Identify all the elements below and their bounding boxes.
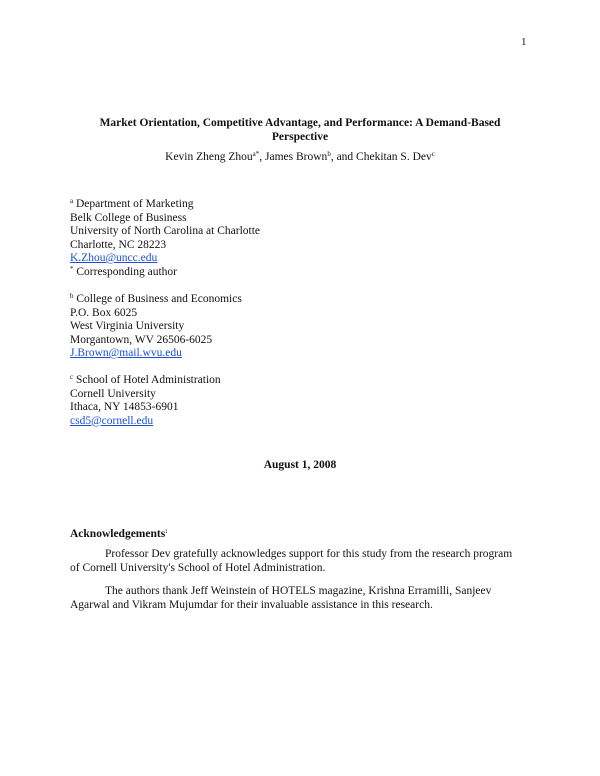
corresponding-marker: * [70,264,74,273]
email-link-dev[interactable]: csd5@cornell.edu [70,414,154,427]
author-list [60,151,540,165]
affiliation-line: School of Hotel Administration [75,374,221,386]
paragraph-line: The authors thank Jeff Weinstein of HOTELS magazine, Krishna Erramilli, Sanjeev [105,585,492,597]
title-line-1: Market Orientation, Competitive Advantage, and Performance: A Demand-Based [99,117,501,129]
affiliation-line: Belk College of Business [70,211,187,224]
paragraph-line: Agarwal and Vikram Mujumdar for their invaluable assistance in this research. [70,599,433,611]
affiliation-line: Charlotte, NC 28223 [70,238,167,251]
author-marker-dev: c [431,150,435,158]
author-name-zhou: Kevin Zheng Zhou [165,151,253,163]
affiliation-line: University of North Carolina at Charlotte [70,225,261,237]
affiliation-line: P.O. Box 6025 [70,306,138,319]
affiliation-line: Cornell University [70,387,156,400]
affiliation-line: West Virginia University [70,320,185,332]
affiliation-marker: b [70,292,74,300]
acknowledgements-heading-text: Acknowledgements [70,528,166,540]
email-link-zhou[interactable]: K.Zhou@uncc.edu [70,252,158,264]
paragraph-line: of Cornell University's School of Hotel Administration. [70,562,326,574]
affiliation-marker: c [70,373,74,381]
affiliation-line: College of Business and Economics [76,293,242,305]
page-number: 1 [521,36,527,48]
author-marker-zhou: a* [252,150,260,158]
acknowledgements-paragraph-1 [70,548,540,576]
paper-date: August 1, 2008 [263,459,337,471]
email-link-brown[interactable]: J.Brown@mail.wvu.edu [70,347,182,359]
title-line-2: Perspective [271,131,329,143]
affiliation-b [70,293,510,361]
author-name-dev: , and Chekitan S. Dev [330,151,432,163]
acknowledgements-heading [70,528,168,542]
affiliation-line: Department of Marketing [75,198,194,210]
affiliation-marker: a [70,197,74,205]
affiliation-a [70,198,510,279]
author-name-brown: , James Brown [259,151,328,163]
acknowledgements-heading-colon: : [165,527,168,535]
corresponding-author-note: Corresponding author [76,265,177,278]
affiliation-c [70,374,510,428]
affiliation-line: Morgantown, WV 26506-6025 [70,333,213,346]
acknowledgements-paragraph-2 [70,585,540,613]
author-marker-brown: b [327,150,331,158]
affiliation-line: Ithaca, NY 14853-6901 [70,401,179,413]
paper-title [60,116,540,144]
paragraph-line: Professor Dev gratefully acknowledges support for this study from the research program [105,548,513,560]
